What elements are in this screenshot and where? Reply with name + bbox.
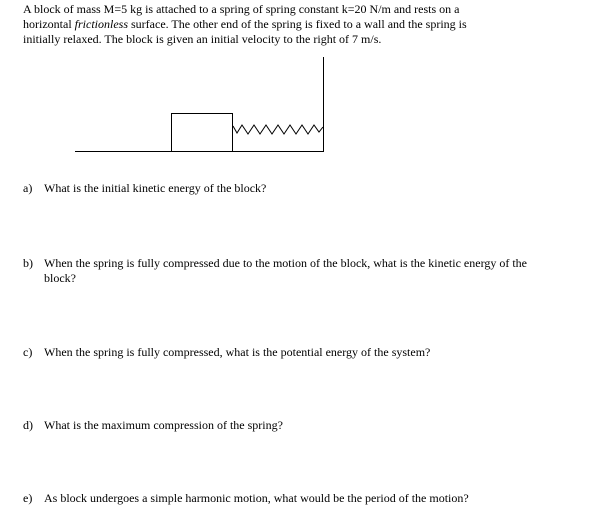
question-e <box>23 491 543 506</box>
question-a <box>23 181 543 196</box>
question-c <box>23 345 543 360</box>
intro-line-2-start: horizontal <box>23 17 75 31</box>
intro-line-3: initially relaxed. The block is given an initial velocity to the right of 7 m/s. <box>23 32 382 46</box>
question-d-letter: d) <box>23 418 33 432</box>
question-a-text: What is the initial kinetic energy of the block? <box>44 181 267 195</box>
intro-line-2-end: surface. The other end of the spring is fixed to a wall and the spring is <box>128 17 467 31</box>
question-b-letter: b) <box>23 256 33 270</box>
intro-line-1: A block of mass M=5 kg is attached to a spring of spring constant k=20 N/m and rests on a <box>23 2 460 16</box>
question-d <box>23 418 543 433</box>
question-b-text: When the spring is fully compressed due to the motion of the block, what is the kinetic energy of the block? <box>44 256 527 285</box>
question-b <box>23 256 543 286</box>
intro-frictionless: frictionless <box>74 17 128 31</box>
question-d-text: What is the maximum compression of the spring? <box>44 418 283 432</box>
question-e-text: As block undergoes a simple harmonic motion, what would be the period of the motion? <box>44 491 469 505</box>
question-e-letter: e) <box>23 491 33 505</box>
spring <box>233 125 323 134</box>
question-c-letter: c) <box>23 345 33 359</box>
question-a-letter: a) <box>23 181 33 195</box>
question-c-text: When the spring is fully compressed, what is the potential energy of the system? <box>44 345 431 359</box>
block-spring-diagram <box>0 0 589 160</box>
block <box>172 114 233 152</box>
